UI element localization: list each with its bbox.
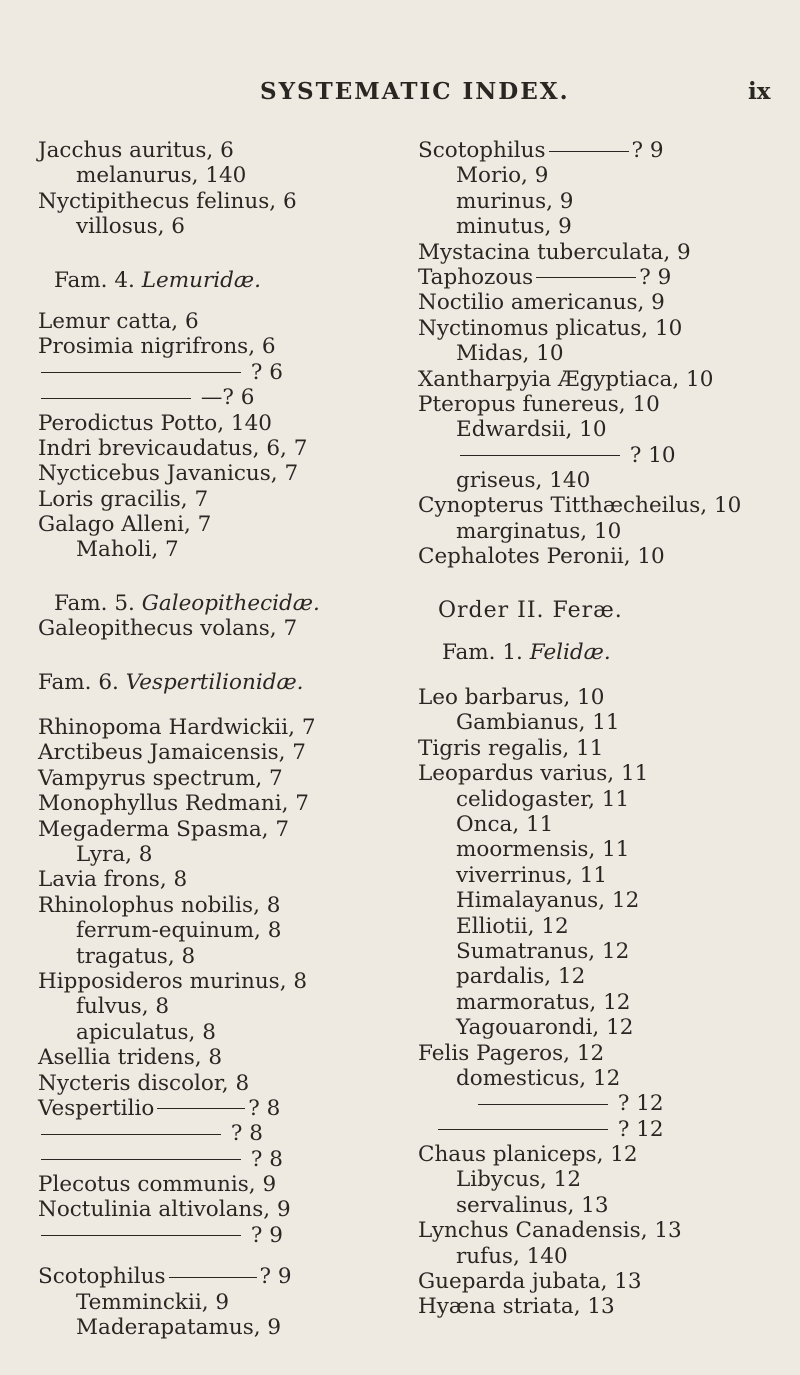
index-entry: Hyæna striata, 13 (418, 1294, 615, 1320)
family-heading (38, 591, 398, 616)
blank-entry-number: ? 10 (629, 442, 676, 468)
blank-entry-number: ? 9 (250, 1222, 283, 1248)
index-entry-with-blank (38, 1096, 398, 1121)
index-entry: Nycteris discolor, 8 (38, 1070, 250, 1096)
index-entry: Onca, 11 (456, 811, 554, 837)
index-entry: viverrinus, 11 (456, 862, 608, 888)
index-entry: Maderapatamus, 9 (76, 1315, 282, 1341)
index-entry-with-blank (38, 1264, 398, 1289)
index-entry: Perodictus Potto, 140 (38, 410, 272, 436)
family-prefix: Fam. 4. (54, 267, 135, 293)
order-heading: Order II. Feræ. (438, 597, 623, 623)
page-number: ix (748, 78, 771, 105)
index-entry: Monophyllus Redmani, 7 (38, 791, 309, 817)
index-entry: Morio, 9 (456, 163, 549, 189)
index-entry: Plecotus communis, 9 (38, 1172, 277, 1198)
blank-entry (38, 385, 398, 410)
blank-entry (418, 1091, 788, 1116)
index-entry: Maholi, 7 (76, 537, 179, 563)
index-entry: Leo barbarus, 10 (418, 685, 605, 711)
entry-name: Vespertilio (38, 1095, 155, 1121)
blank-entry-number: ? 12 (617, 1091, 664, 1117)
index-entry: Libycus, 12 (456, 1167, 582, 1193)
index-entry: Indri brevicaudatus, 6, 7 (38, 435, 308, 461)
family-heading (38, 670, 398, 695)
blank-entry-number: —? 6 (200, 385, 255, 411)
family-prefix: Fam. 5. (54, 590, 135, 616)
index-entry: Lyra, 8 (76, 841, 153, 867)
index-entry: Sumatranus, 12 (456, 938, 630, 964)
index-entry: Temminckii, 9 (76, 1289, 230, 1315)
family-name: Lemuridæ. (141, 267, 261, 293)
index-entry: Lynchus Canadensis, 13 (418, 1218, 682, 1244)
index-entry: rufus, 140 (456, 1243, 568, 1269)
index-entry: Gueparda jubata, 13 (418, 1269, 642, 1295)
entry-name: Scotophilus (418, 138, 546, 163)
blank-entry (38, 1223, 398, 1248)
index-entry: Tigris regalis, 11 (418, 735, 604, 761)
index-entry: fulvus, 8 (76, 994, 170, 1020)
blank-entry-number: ? 6 (250, 359, 283, 385)
index-entry: Yagouarondi, 12 (456, 1015, 634, 1041)
index-entry: Chaus planiceps, 12 (418, 1142, 638, 1168)
index-entry: servalinus, 13 (456, 1192, 609, 1218)
index-entry: Arctibeus Jamaicensis, 7 (38, 740, 306, 766)
index-entry: murinus, 9 (456, 188, 574, 214)
index-entry: Felis Pageros, 12 (418, 1040, 605, 1066)
index-entry: Loris gracilis, 7 (38, 486, 209, 512)
index-entry: Elliotii, 12 (456, 913, 569, 939)
index-entry: apiculatus, 8 (76, 1019, 216, 1045)
right-column (418, 138, 788, 1320)
blank-entry-number: ? 8 (250, 1146, 283, 1172)
index-entry: Edwardsii, 10 (456, 417, 607, 443)
family-prefix: Fam. 1. (442, 639, 523, 665)
index-entry: Cephalotes Peronii, 10 (418, 544, 665, 570)
index-entry: celidogaster, 11 (456, 786, 630, 812)
index-entry: marginatus, 10 (456, 518, 622, 544)
index-entry: Himalayanus, 12 (456, 888, 640, 914)
index-entry: Galeopithecus volans, 7 (38, 616, 298, 642)
index-entry: Hipposideros murinus, 8 (38, 968, 308, 994)
blank-entry-number: ? 9 (639, 264, 672, 290)
family-heading (418, 640, 788, 665)
blank-entry-number: ? 12 (617, 1116, 664, 1142)
index-entry: Mystacina tuberculata, 9 (418, 239, 691, 265)
blank-entry-number: ? 8 (248, 1095, 281, 1121)
entry-name: Scotophilus (38, 1264, 166, 1290)
index-entry: Nyctinomus plicatus, 10 (418, 315, 683, 341)
index-entry: Vampyrus spectrum, 7 (38, 765, 283, 791)
index-entry: Noctilio americanus, 9 (418, 290, 665, 316)
index-entry: ferrum-equinum, 8 (76, 918, 282, 944)
index-entry: Prosimia nigrifrons, 6 (38, 334, 276, 360)
index-entry: Asellia tridens, 8 (38, 1045, 223, 1071)
index-entry-with-blank (418, 138, 788, 163)
blank-entry-number: ? 9 (259, 1264, 292, 1290)
index-entry: minutus, 9 (456, 214, 572, 240)
family-name: Galeopithecidæ. (141, 590, 320, 616)
index-entry: pardalis, 12 (456, 964, 586, 990)
blank-entry (418, 1117, 788, 1142)
blank-entry (38, 360, 398, 385)
index-entry: melanurus, 140 (76, 163, 247, 189)
index-entry: Pteropus funereus, 10 (418, 391, 660, 417)
index-entry: Midas, 10 (456, 341, 564, 367)
index-entry: domesticus, 12 (456, 1065, 621, 1091)
family-name: Felidæ. (529, 639, 611, 665)
page-header (0, 78, 800, 108)
family-prefix: Fam. 6. (38, 669, 119, 695)
index-entry: marmoratus, 12 (456, 989, 631, 1015)
index-entry: Rhinolophus nobilis, 8 (38, 892, 281, 918)
family-heading (38, 268, 398, 293)
blank-entry (418, 443, 788, 468)
index-entry: Xantharpyia Ægyptiaca, 10 (418, 366, 714, 392)
index-entry: Noctulinia altivolans, 9 (38, 1197, 291, 1223)
index-entry-with-blank (418, 265, 788, 290)
index-entry: Leopardus varius, 11 (418, 761, 649, 787)
index-entry: Nycticebus Javanicus, 7 (38, 461, 299, 487)
blank-entry (38, 1121, 398, 1146)
index-entry: Cynopterus Titthæcheilus, 10 (418, 493, 742, 519)
index-entry: tragatus, 8 (76, 943, 196, 969)
blank-entry (38, 1147, 398, 1172)
index-entry: moormensis, 11 (456, 837, 630, 863)
page-title: SYSTEMATIC INDEX. (260, 78, 570, 105)
index-entry: Gambianus, 11 (456, 710, 620, 736)
index-entry: Nyctipithecus felinus, 6 (38, 188, 297, 214)
index-entry: Lemur catta, 6 (38, 308, 199, 334)
index-entry: Lavia frons, 8 (38, 867, 188, 893)
blank-entry-number: ? 9 (631, 138, 664, 163)
index-entry: Rhinopoma Hardwickii, 7 (38, 715, 316, 741)
family-name: Vespertilionidæ. (125, 669, 304, 695)
index-entry: Jacchus auritus, 6 (38, 138, 234, 163)
left-column (38, 138, 398, 1340)
entry-name: Taphozous (418, 264, 534, 290)
index-entry: Megaderma Spasma, 7 (38, 816, 290, 842)
blank-entry-number: ? 8 (230, 1121, 263, 1147)
index-entry: Galago Alleni, 7 (38, 512, 212, 538)
index-entry: griseus, 140 (456, 468, 591, 494)
index-entry: villosus, 6 (76, 214, 185, 240)
